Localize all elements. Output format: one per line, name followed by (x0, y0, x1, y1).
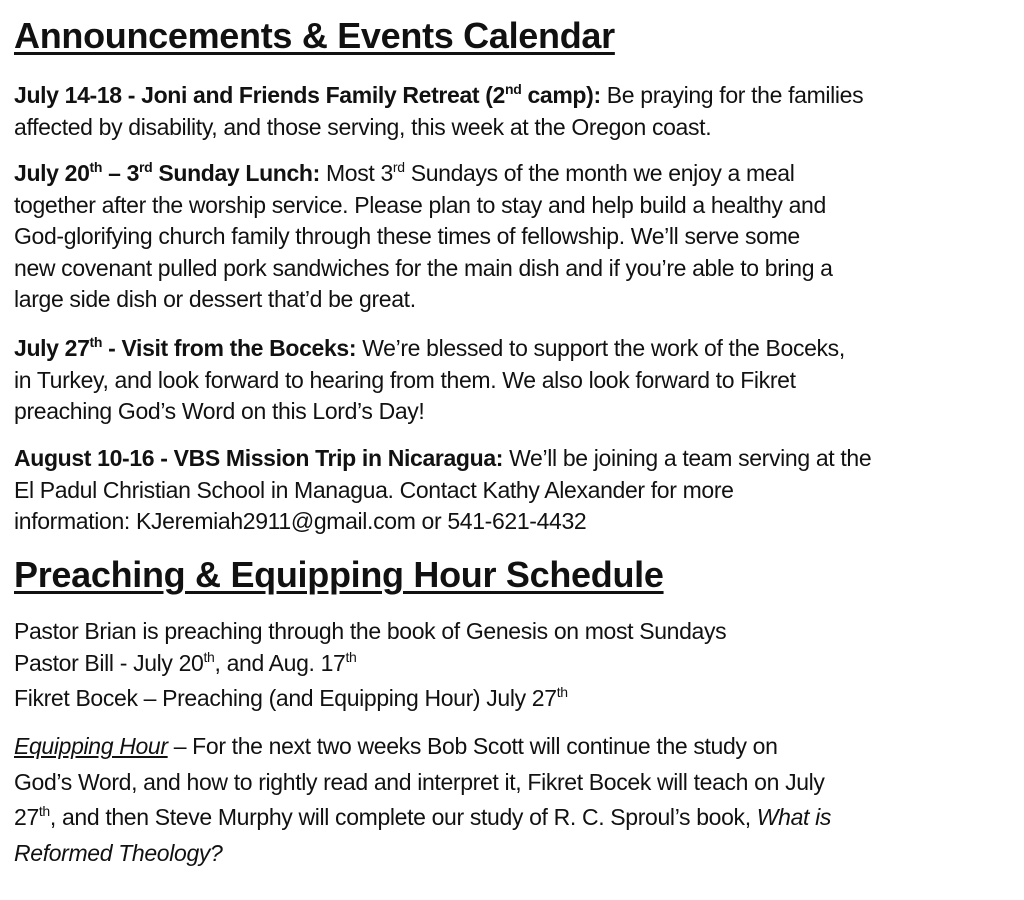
announcement-line: information: KJeremiah2911@gmail.com or 541-621-4432 (14, 508, 587, 534)
announcement-body: We’ll be joining a team serving at the (503, 445, 872, 471)
announcement-line: affected by disability, and those serving, this week at the Oregon coast. (14, 113, 712, 140)
superscript: th (556, 684, 568, 700)
schedule-text: Fikret Bocek – Preaching (and Equipping Hour) July 27 (14, 685, 557, 711)
title-text: July 27 (14, 335, 90, 361)
announcement-line (14, 80, 1018, 112)
equipping-hour-label: Equipping Hour (14, 733, 168, 759)
announcement-body: Most 3 (319, 160, 393, 186)
title-text: - Visit from the Boceks: (102, 335, 357, 361)
equipping-line (14, 731, 1018, 763)
schedule-line-fikret (14, 683, 1018, 715)
book-title: What is (756, 804, 832, 830)
equipping-hour-paragraph (14, 731, 1018, 869)
equipping-text: 27 (14, 804, 39, 830)
superscript: th (89, 159, 103, 175)
superscript: th (38, 803, 50, 819)
announcement-title (14, 160, 320, 186)
announcement-body: We’re blessed to support the work of the Boceks, (356, 335, 845, 361)
equipping-text: – For the next two weeks Bob Scott will continue the study on (167, 733, 778, 759)
announcement-line: God-glorifying church family through these times of fellowship. We’ll serve some (14, 223, 800, 249)
equipping-text: , and then Steve Murphy will complete our study of R. C. Sproul’s book, (49, 804, 757, 830)
announcement-line: together after the worship service. Please plan to stay and help build a healthy and (14, 191, 826, 218)
announcement-line: large side dish or dessert that’d be great. (14, 286, 416, 312)
superscript: rd (392, 159, 405, 175)
title-text: July 20 (14, 160, 90, 186)
equipping-line (14, 802, 1018, 834)
announcement-item-vbs-trip (14, 443, 1018, 538)
announcement-line: in Turkey, and look forward to hearing from them. We also look forward to Fikret (14, 366, 796, 393)
title-text: camp): (521, 82, 601, 108)
superscript: rd (139, 159, 153, 175)
announcement-title (14, 82, 601, 108)
superscript: th (203, 648, 215, 665)
title-text: Sunday Lunch: (152, 160, 320, 186)
superscript: th (89, 334, 103, 350)
announcements-heading: Announcements & Events Calendar (14, 15, 615, 56)
preaching-heading: Preaching & Equipping Hour Schedule (14, 554, 664, 595)
announcement-line: new covenant pulled pork sandwiches for the main dish and if you’re able to bring a (14, 254, 833, 281)
equipping-line: God’s Word, and how to rightly read and interpret it, Fikret Bocek will teach on July (14, 768, 825, 795)
announcement-body: Be praying for the families (600, 82, 864, 108)
announcement-body: Sundays of the month we enjoy a meal (404, 160, 795, 186)
superscript: nd (505, 81, 522, 97)
schedule-text: , and Aug. 17 (214, 649, 346, 676)
schedule-text: Pastor Bill - July 20 (14, 649, 204, 676)
title-text: – 3 (102, 160, 140, 186)
schedule-line-pastor-bill (14, 648, 1018, 680)
announcement-line: El Padul Christian School in Managua. Contact Kathy Alexander for more (14, 476, 734, 503)
superscript: th (345, 648, 357, 665)
announcement-title (14, 335, 356, 361)
announcement-line (14, 333, 1018, 365)
title-text: July 14-18 - Joni and Friends Family Retreat (2 (14, 82, 505, 108)
announcement-item-sunday-lunch (14, 158, 1018, 316)
announcement-line (14, 158, 1018, 190)
announcement-title: August 10-16 - VBS Mission Trip in Nicaragua: (14, 445, 504, 471)
preaching-schedule (14, 616, 1018, 715)
book-title-continued: Reformed Theology? (14, 839, 223, 866)
announcement-item-boceks-visit (14, 333, 1018, 428)
announcement-line: preaching God’s Word on this Lord’s Day! (14, 398, 425, 424)
schedule-line-genesis: Pastor Brian is preaching through the book of Genesis on most Sundays (14, 618, 727, 644)
announcement-line (14, 443, 1018, 475)
announcement-item-retreat (14, 80, 1018, 143)
